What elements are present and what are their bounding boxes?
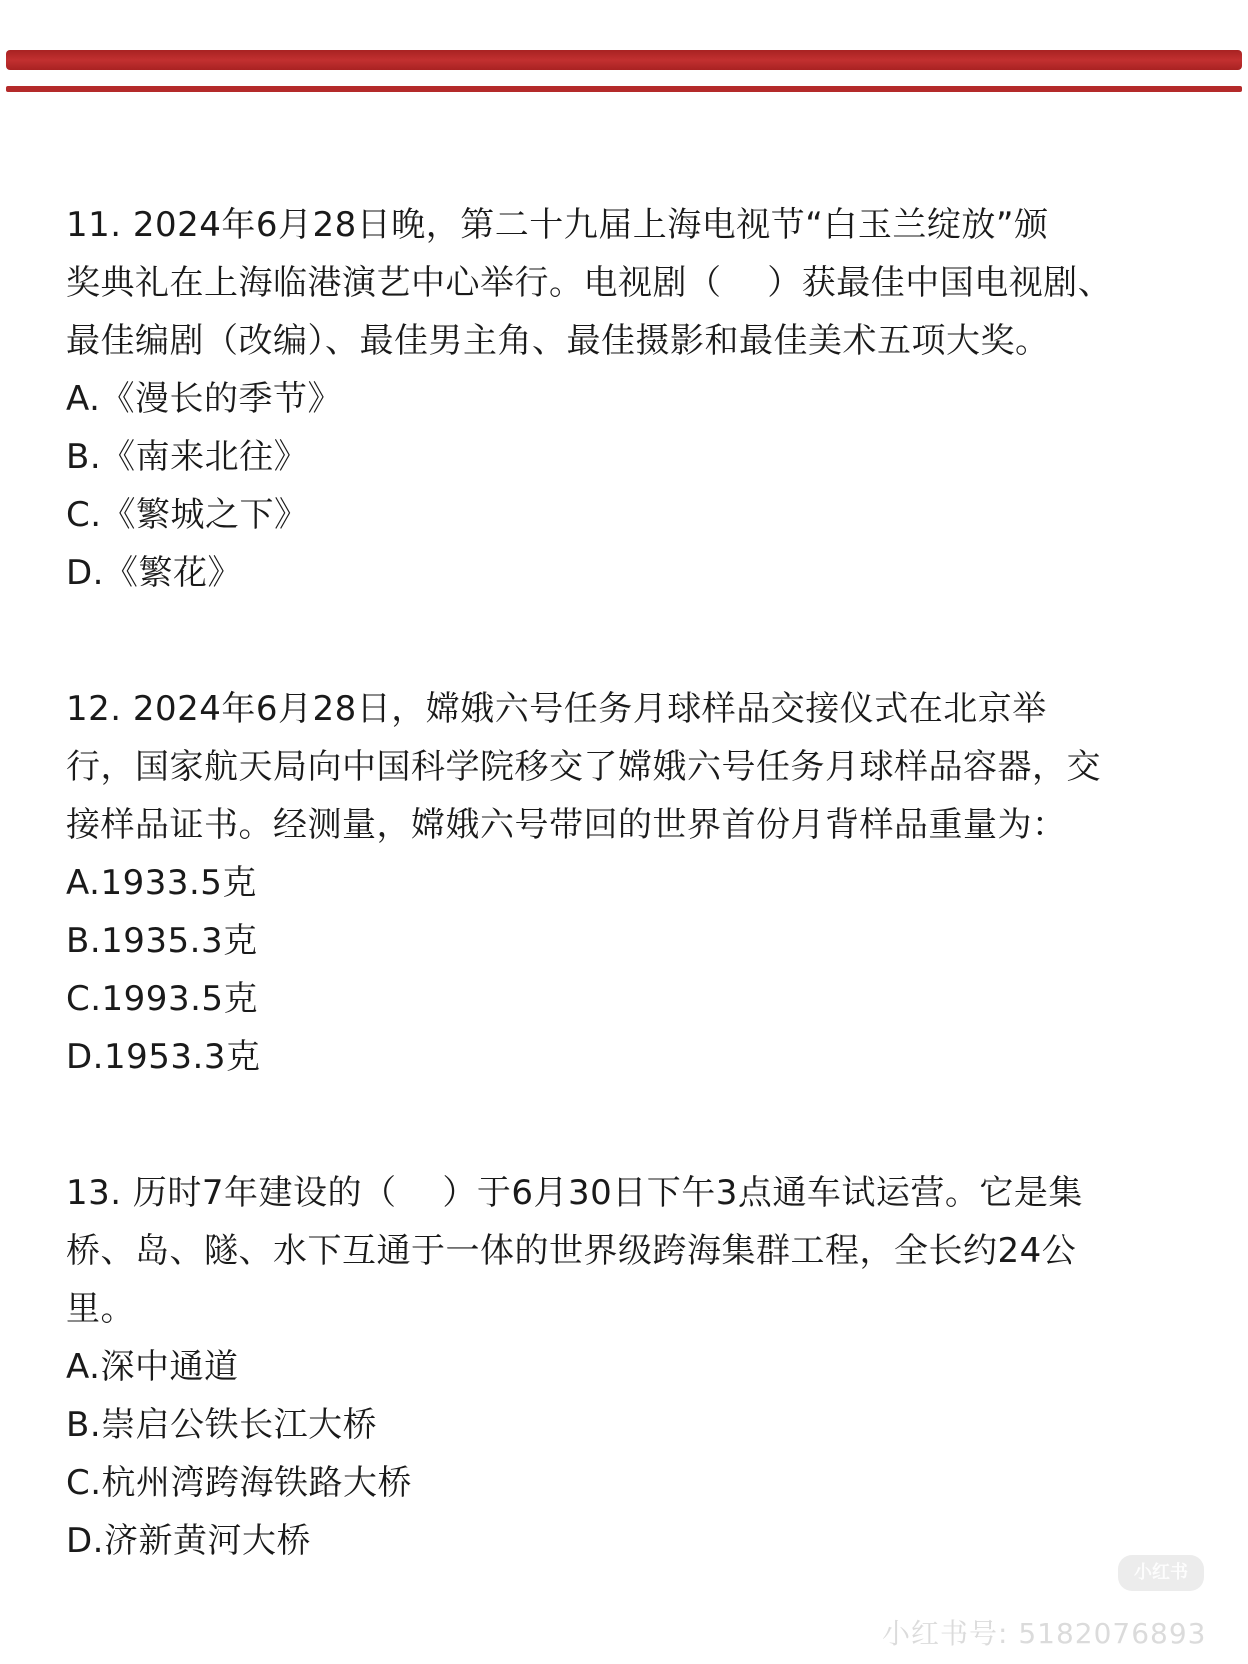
question-text: 12. 2024年6月28日，嫦娥六号任务月球样品交接仪式在北京举 行，国家航天局向中国科学院移交了嫦娥六号任务月球样品容器，交 接样品证书。经测量，嫦娥六号带回的世界首份月背样品重量为： <box>66 689 1101 845</box>
option-c: C.1993.5克 <box>66 979 259 1019</box>
watermark-text: 小红书号: 5182076893 <box>882 1617 1207 1650</box>
option-c: C.《繁城之下》 <box>66 495 309 535</box>
option-b: B.1935.3克 <box>66 921 258 961</box>
option-c: C.杭州湾跨海铁路大桥 <box>66 1463 413 1503</box>
option-d: D.《繁花》 <box>66 553 242 593</box>
option-d: D.1953.3克 <box>66 1037 261 1077</box>
option-a: A.深中通道 <box>66 1347 239 1387</box>
option-b: B.崇启公铁长江大桥 <box>66 1405 378 1445</box>
option-b: B.《南来北往》 <box>66 437 309 477</box>
option-a: A.1933.5克 <box>66 863 257 903</box>
question-13 <box>66 1164 1083 1570</box>
question-11 <box>66 196 1112 602</box>
question-text: 11. 2024年6月28日晚，第二十九届上海电视节“白玉兰绽放”颁 奖典礼在上海临港演艺中心举行。电视剧（ ）获最佳中国电视剧、 最佳编剧（改编）、最佳男主角、最佳摄影和最佳美术五项大奖。 <box>66 205 1113 361</box>
watermark-logo: 小红书 <box>1118 1555 1204 1591</box>
top-decorative-line <box>6 86 1242 92</box>
question-text: 13. 历时7年建设的（ ）于6月30日下午3点通车试运营。它是集 桥、岛、隧、水下互通于一体的世界级跨海集群工程，全长约24公 里。 <box>66 1173 1083 1329</box>
top-decorative-stripe <box>6 50 1242 70</box>
option-d: D.济新黄河大桥 <box>66 1521 311 1561</box>
option-a: A.《漫长的季节》 <box>66 379 342 419</box>
question-12 <box>66 680 1101 1086</box>
